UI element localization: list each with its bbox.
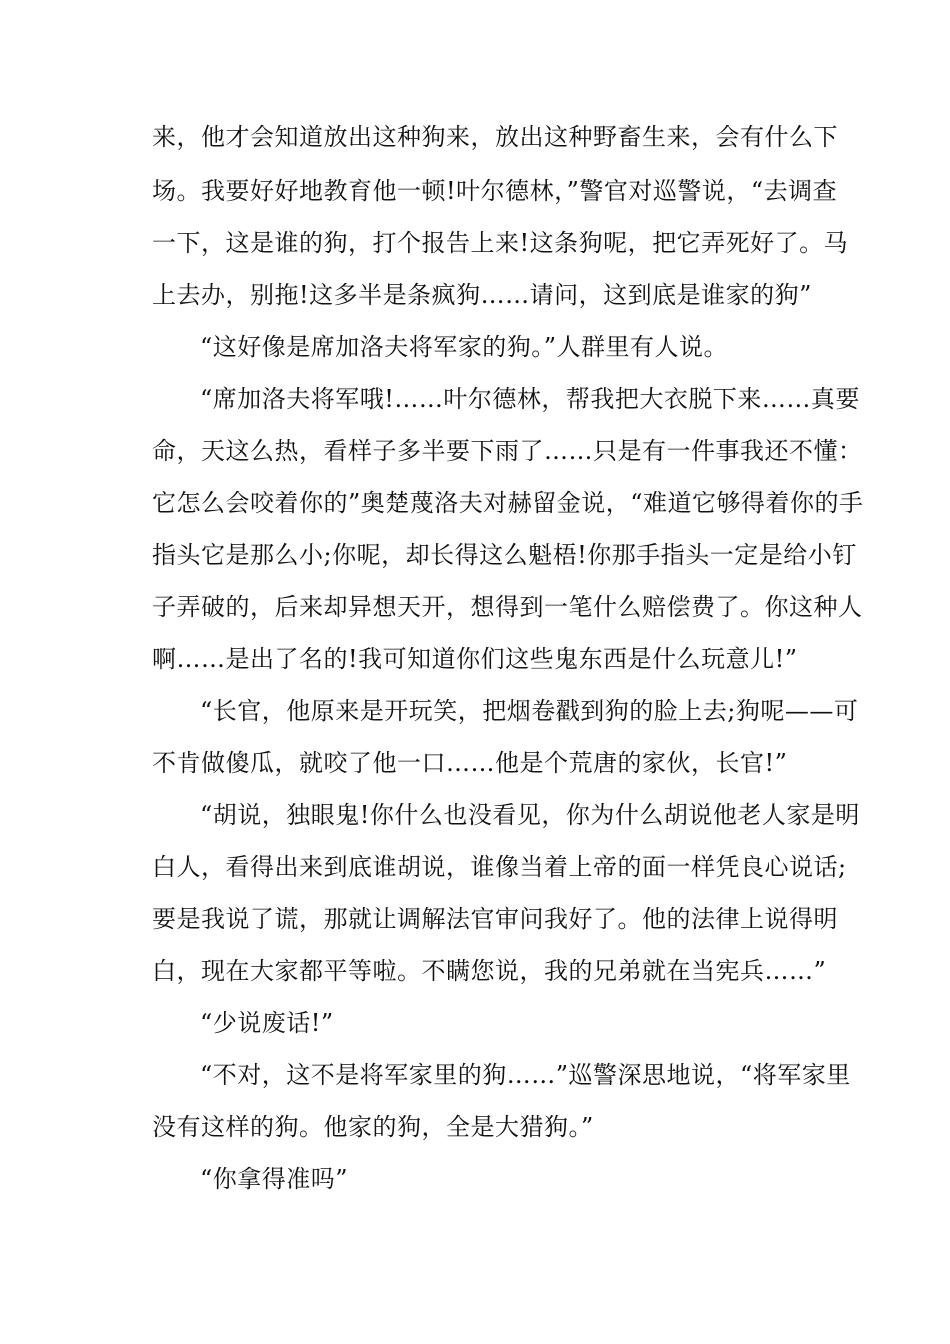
- text-line: 上去办，别拖!这多半是条疯狗……请问，这到底是谁家的狗”: [152, 281, 812, 309]
- text-line: 命，天这么热，看样子多半要下雨了……只是有一件事我还不懂：: [152, 437, 863, 465]
- text-line: 啊……是出了名的!我可知道你们这些鬼东西是什么玩意儿!”: [152, 645, 798, 673]
- paragraph-start-line: “不对，这不是将军家里的狗……”巡警深思地说，“将军家里: [200, 1061, 851, 1089]
- paragraph-start-line: “你拿得准吗”: [200, 1165, 349, 1193]
- text-line: 白，现在大家都平等啦。不瞒您说，我的兄弟就在当宪兵……”: [152, 957, 827, 985]
- text-line: 没有这样的狗。他家的狗，全是大猎狗。”: [152, 1113, 594, 1141]
- paragraph-start-line: “这好像是席加洛夫将军家的狗。”人群里有人说。: [200, 333, 729, 361]
- paragraph-start-line: “长官，他原来是开玩笑，把烟卷戳到狗的脸上去;狗呢——可: [200, 697, 859, 725]
- text-line: 不肯做傻瓜，就咬了他一口……他是个荒唐的家伙，长官!”: [152, 749, 788, 777]
- text-line: 场。我要好好地教育他一顿!叶尔德林，”警官对巡警说，“去调查: [152, 177, 838, 205]
- text-line: 要是我说了谎，那就让调解法官审问我好了。他的法律上说得明: [152, 905, 838, 933]
- text-line: 子弄破的，后来却异想天开，想得到一笔什么赔偿费了。你这种人: [152, 593, 863, 621]
- text-line: 它怎么会咬着你的”奥楚蔑洛夫对赫留金说，“难道它够得着你的手: [152, 489, 864, 517]
- paragraph-start-line: “胡说，独眼鬼!你什么也没看见，你为什么胡说他老人家是明: [200, 801, 860, 829]
- text-line: 白人，看得出来到底谁胡说，谁像当着上帝的面一样凭良心说话;: [152, 853, 847, 881]
- paragraph-start-line: “少说废话!”: [200, 1009, 334, 1037]
- text-line: 来，他才会知道放出这种狗来，放出这种野畜生来，会有什么下: [152, 123, 838, 151]
- text-line: 指头它是那么小;你呢，却长得这么魁梧!你那手指头一定是给小钉: [152, 541, 857, 569]
- text-line: 一下，这是谁的狗，打个报告上来!这条狗呢，把它弄死好了。马: [152, 229, 849, 257]
- paragraph-start-line: “席加洛夫将军哦!……叶尔德林，帮我把大衣脱下来……真要: [200, 385, 860, 413]
